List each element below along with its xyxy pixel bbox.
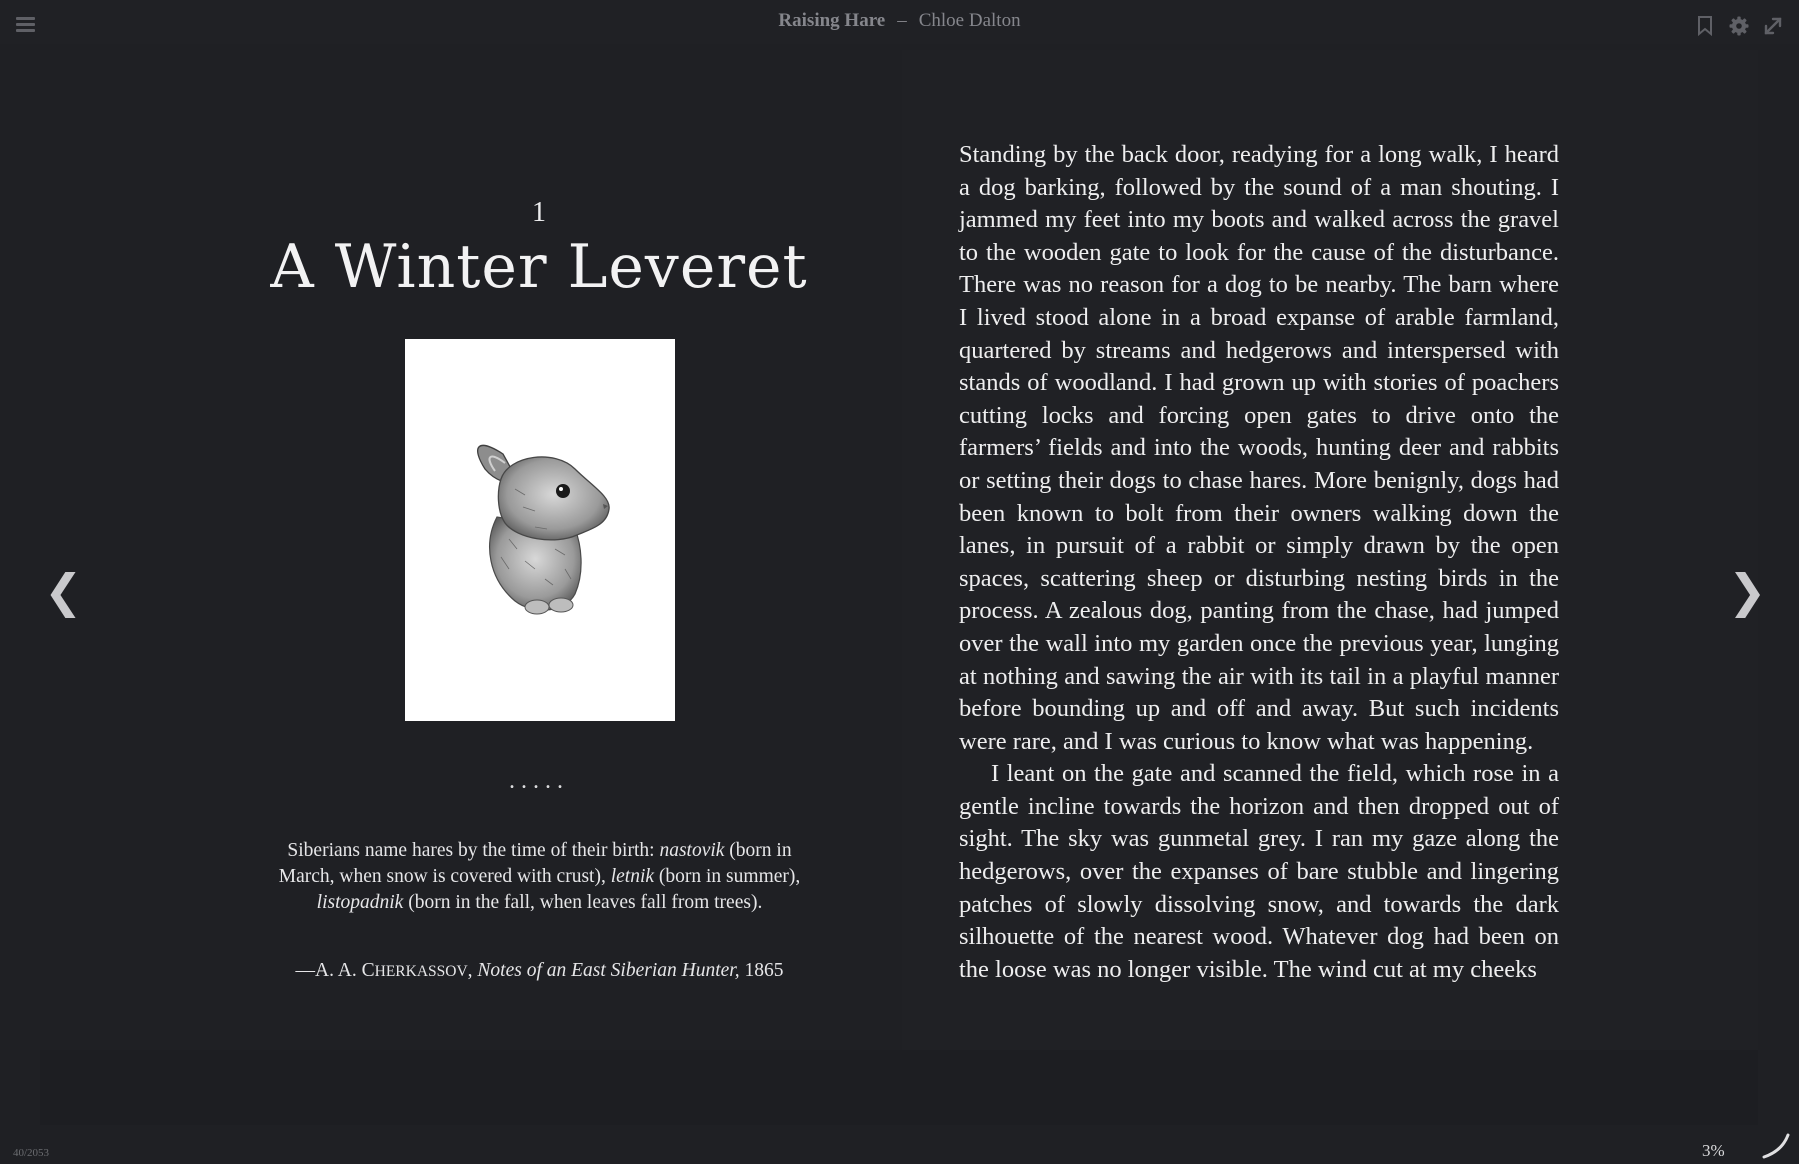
attribution-work: Notes of an East Siberian Hunter, — [477, 960, 740, 981]
title-separator: – — [897, 10, 907, 31]
book-title: Raising Hare — [778, 10, 886, 31]
attribution-prefix: —A. A. C — [295, 960, 375, 981]
location-indicator: 40/2053 — [13, 1147, 50, 1159]
gear-icon[interactable] — [1729, 16, 1749, 36]
chapter-body — [959, 139, 1559, 986]
fullscreen-icon[interactable] — [1763, 16, 1783, 36]
chapter-title: A Winter Leveret — [270, 232, 808, 302]
epigraph-text: (born in March, when snow is covered with crust), — [278, 840, 792, 887]
epigraph — [268, 838, 811, 916]
attribution-year: 1865 — [739, 960, 784, 981]
progress-percent: 3% — [1702, 1141, 1725, 1160]
book-author: Chloe Dalton — [918, 10, 1021, 31]
chapter-number: 1 — [532, 197, 546, 228]
progress-arc-icon[interactable] — [1762, 1131, 1792, 1159]
next-page-button[interactable]: ❯ — [1728, 564, 1767, 618]
body-paragraph: Standing by the back door, readying for a long walk, I heard a dog barking, followed by the sound of a man shouting. I jammed my feet into my boots and walked across the gravel to the wooden gate to look for the cause of the disturbance. There was no reason for a dog to be nearby. The barn where I lived stood alone in a broad expanse of arable farmland, quartered by streams and hedgerows and interspersed with stands of woodland. I had grown up with stories of poachers cutting locks and forcing open gates to drive onto the farmers’ fields and into the woods, hunting deer and rabbits or setting their dogs to chase hares. More benignly, dogs had been known to bolt from their owners walking down the lanes, in pursuit of a rabbit or simply drawn by the open spaces, scattering sheep or disturbing nesting birds in the process. A zealous dog, panting from the chase, had jumped over the wall into my garden once the previous year, lunging at nothing and sawing the air with its tail in a playful manner before bounding up and off and away. But such incidents were rare, and I was curious to know what was happening. — [959, 141, 1559, 755]
bookmark-icon[interactable] — [1697, 16, 1713, 36]
hare-illustration — [405, 339, 675, 721]
epigraph-text: (born in the fall, when leaves fall from trees). — [403, 892, 763, 913]
epigraph-text: Siberians name hares by the time of their birth: — [287, 840, 660, 861]
body-paragraph: I leant on the gate and scanned the field, which rose in a gentle incline towards the horizon and then dropped out of sight. The sky was gunmetal grey. I ran my gaze along the hedgerows, over the expanses of bare stubble and lingering patches of slowly dissolving snow, and towards the dark silhouette of the nearest wood. Whatever dog had been on the loose was no longer visible. The wind cut at my cheeks — [959, 760, 1559, 983]
ornament-dots: ..... — [509, 768, 569, 794]
epigraph-text: (born in summer), — [654, 866, 801, 887]
attribution-smallcaps: HERKASSOV — [374, 963, 468, 980]
attribution-comma: , — [467, 960, 478, 981]
epigraph-attribution — [200, 960, 879, 982]
previous-page-button[interactable]: ❮ — [44, 564, 83, 618]
book-header — [0, 10, 1799, 32]
epigraph-term: listopadnik — [316, 892, 404, 913]
epigraph-term: letnik — [610, 866, 655, 887]
epigraph-term: nastovik — [659, 840, 725, 861]
hare-drawing — [405, 339, 675, 721]
